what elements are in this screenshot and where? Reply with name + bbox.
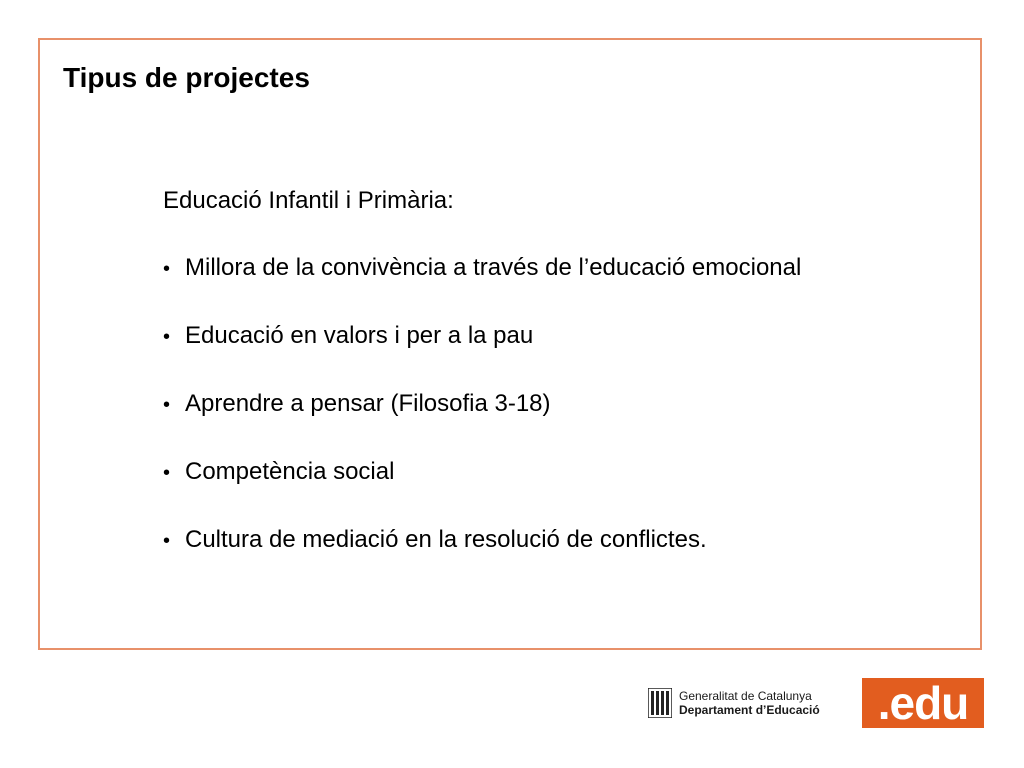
slide-title: Tipus de projectes — [63, 62, 310, 93]
list-item-text: Aprendre a pensar (Filosofia 3-18) — [185, 390, 551, 417]
list-item-text: Cultura de mediació en la resolució de conflictes. — [185, 526, 707, 553]
list-item — [163, 250, 963, 287]
list-item — [163, 454, 963, 491]
bullet-icon: • — [163, 326, 171, 348]
list-item — [163, 522, 963, 559]
list-item-text: Competència social — [185, 458, 395, 485]
department-name: Departament d’Educació — [679, 703, 820, 717]
list-item — [163, 318, 963, 355]
bullet-icon: • — [163, 258, 171, 280]
institution-name: Generalitat de Catalunya — [679, 689, 812, 703]
project-type-list — [163, 250, 963, 559]
list-item-text: Educació en valors i per a la pau — [185, 322, 534, 349]
bullet-icon: • — [163, 530, 171, 552]
bullet-icon: • — [163, 462, 171, 484]
edu-badge: .edu — [862, 678, 984, 728]
list-item — [163, 386, 963, 423]
generalitat-emblem-icon — [648, 688, 672, 718]
generalitat-logo — [648, 688, 820, 718]
generalitat-wordmark — [679, 689, 820, 717]
bullet-icon: • — [163, 394, 171, 416]
section-heading: Educació Infantil i Primària: — [163, 187, 454, 214]
slide-content — [163, 183, 963, 559]
list-item-text: Millora de la convivència a través de l’educació emocional — [185, 254, 802, 281]
